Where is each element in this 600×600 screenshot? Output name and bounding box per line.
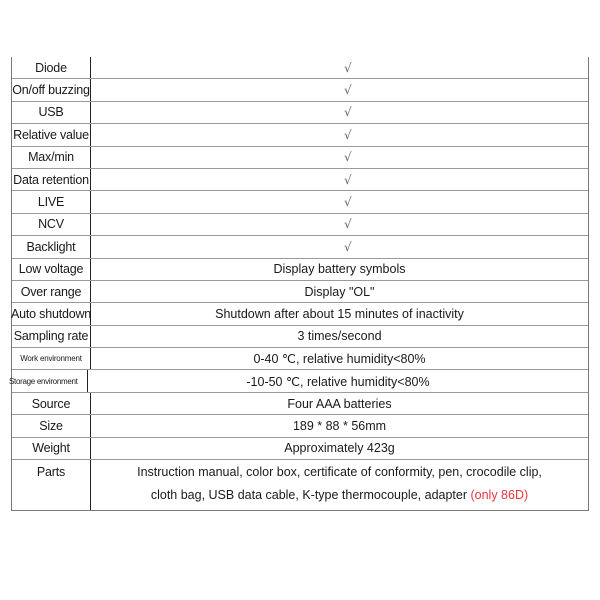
row-value xyxy=(91,460,588,510)
table-row-max-min xyxy=(12,147,588,169)
check-icon: √ xyxy=(344,127,352,142)
check-icon: √ xyxy=(344,60,352,75)
check-icon: √ xyxy=(344,195,352,210)
row-label: Backlight xyxy=(12,236,91,257)
row-label: On/off buzzing xyxy=(12,79,91,100)
check-icon: √ xyxy=(344,150,352,165)
row-label: LIVE xyxy=(12,191,91,212)
row-label: Auto shutdown xyxy=(12,303,91,324)
row-label: Max/min xyxy=(12,147,91,168)
table-row-work-environment xyxy=(12,348,588,370)
parts-line-2-text: cloth bag, USB data cable, K-type thermocouple, adapter xyxy=(150,488,471,503)
table-row-size xyxy=(12,415,588,437)
table-row-weight xyxy=(12,438,588,460)
row-value: Display battery symbols xyxy=(273,262,406,277)
table-row-storage-environment xyxy=(9,370,588,392)
table-row-live xyxy=(12,191,588,213)
row-value: 189 * 88 * 56mm xyxy=(292,418,387,433)
row-label: Storage environment xyxy=(9,370,88,391)
table-row-over-range xyxy=(12,281,588,303)
row-label: Parts xyxy=(12,460,91,510)
row-label: Low voltage xyxy=(12,259,91,280)
table-row-parts xyxy=(12,460,588,510)
row-label: Source xyxy=(12,393,91,414)
row-label: Sampling rate xyxy=(12,326,91,347)
check-icon: √ xyxy=(344,217,352,232)
row-label: Diode xyxy=(12,57,91,78)
row-label: Work environment xyxy=(12,348,91,369)
row-value: -10-50 ℃, relative humidity<80% xyxy=(246,374,430,389)
table-row-data-retention xyxy=(12,169,588,191)
parts-line-2 xyxy=(151,484,528,507)
table-row-usb xyxy=(12,102,588,124)
row-label: Size xyxy=(12,415,91,436)
row-value: Approximately 423g xyxy=(284,441,395,456)
table-row-source xyxy=(12,393,588,415)
row-value: Four AAA batteries xyxy=(287,396,392,411)
table-row-low-voltage xyxy=(12,259,588,281)
row-label: Relative value xyxy=(12,124,91,145)
table-row-on-off-buzzing xyxy=(12,79,588,101)
row-label: Over range xyxy=(12,281,91,302)
table-row-ncv xyxy=(12,214,588,236)
row-label: Weight xyxy=(12,438,91,459)
table-row-sampling-rate xyxy=(12,326,588,348)
row-value: Display "OL" xyxy=(304,284,375,299)
parts-line-1: Instruction manual, color box, certificate of conformity, pen, crocodile clip, xyxy=(137,465,542,480)
table-row-auto-shutdown xyxy=(12,303,588,325)
check-icon: √ xyxy=(344,239,352,254)
row-label: USB xyxy=(12,102,91,123)
check-icon: √ xyxy=(344,172,352,187)
table-row-diode xyxy=(12,57,588,79)
check-icon: √ xyxy=(344,105,352,120)
parts-highlight-note: (only 86D) xyxy=(470,488,529,503)
table-row-backlight xyxy=(12,236,588,258)
row-label: Data retention xyxy=(12,169,91,190)
row-value: 0-40 ℃, relative humidity<80% xyxy=(253,352,426,367)
row-value: Shutdown after about 15 minutes of inactivity xyxy=(215,306,464,321)
table-row-relative-value xyxy=(12,124,588,146)
spec-table xyxy=(11,57,589,511)
row-label: NCV xyxy=(12,214,91,235)
row-value: 3 times/second xyxy=(297,329,382,344)
check-icon: √ xyxy=(344,83,352,98)
